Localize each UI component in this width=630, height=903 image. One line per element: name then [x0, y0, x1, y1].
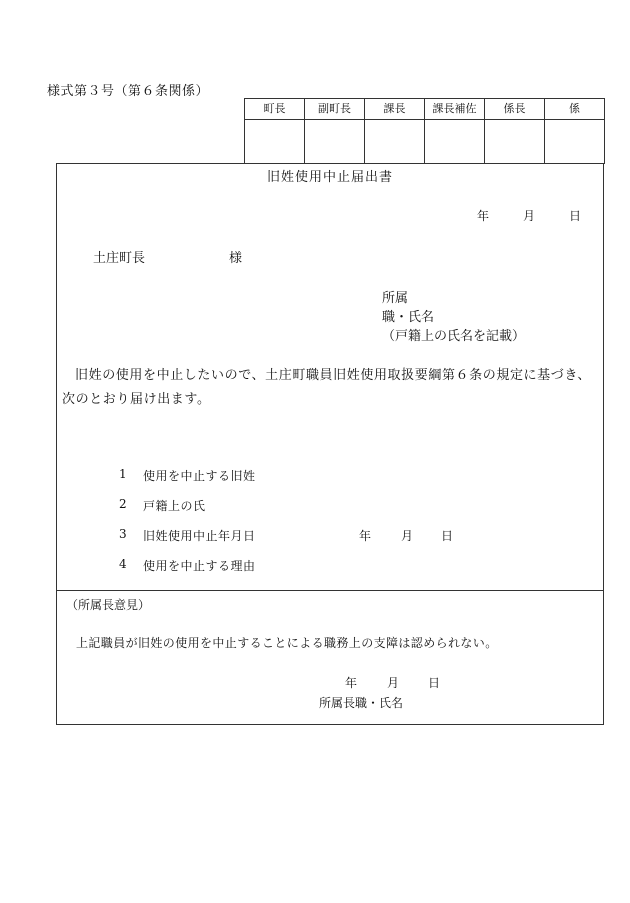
stamp-box-section-chief[interactable] [365, 120, 425, 164]
item-label: 旧姓使用中止年月日 [143, 529, 256, 543]
addressee-honorific: 様 [229, 251, 243, 266]
opinion-date-day-label: 日 [428, 676, 441, 690]
form-number: 様式第３号（第６条関係） [47, 84, 210, 99]
opinion-divider [56, 590, 604, 591]
approval-header-deputy-mayor: 副町長 [305, 99, 365, 120]
name-note: （戸籍上の氏名を記載） [382, 329, 526, 344]
approval-stamp-row [245, 120, 605, 164]
opinion-heading: （所属長意見） [66, 598, 151, 612]
approval-stamp-table [244, 98, 605, 164]
item-number: 3 [119, 527, 127, 541]
date-year-label: 年 [477, 209, 490, 223]
stop-date-year-label: 年 [359, 529, 372, 543]
opinion-date-month-label: 月 [387, 676, 400, 690]
opinion-signer-label: 所属長職・氏名 [319, 696, 404, 710]
stop-date-day-label: 日 [441, 529, 454, 543]
stop-date-month-label: 月 [401, 529, 414, 543]
item-number: 2 [119, 497, 127, 511]
stamp-box-staff[interactable] [545, 120, 605, 164]
stamp-box-subsection-chief[interactable] [485, 120, 545, 164]
approval-header-subsection-chief: 係長 [485, 99, 545, 120]
approval-header-section-chief: 課長 [365, 99, 425, 120]
position-name-label: 職・氏名 [382, 310, 435, 325]
approval-header-mayor: 町長 [245, 99, 305, 120]
affiliation-label: 所属 [382, 291, 409, 306]
date-day-label: 日 [569, 209, 582, 223]
stamp-box-assistant-chief[interactable] [425, 120, 485, 164]
form-title: 旧姓使用中止届出書 [266, 170, 393, 185]
item-label: 戸籍上の氏 [143, 499, 206, 513]
item-label: 使用を中止する旧姓 [143, 469, 256, 483]
opinion-text: 上記職員が旧姓の使用を中止することによる職務上の支障は認められない。 [76, 636, 498, 650]
item-label: 使用を中止する理由 [143, 559, 256, 573]
approval-header-row [245, 99, 605, 120]
notification-body: 旧姓の使用を中止したいので、土庄町職員旧姓使用取扱要綱第６条の規定に基づき、次のとおり届け出ます。 [62, 368, 592, 407]
date-month-label: 月 [523, 209, 536, 223]
stamp-box-mayor[interactable] [245, 120, 305, 164]
item-number: 1 [119, 467, 127, 481]
opinion-date-year-label: 年 [345, 676, 358, 690]
approval-header-staff: 係 [545, 99, 605, 120]
stamp-box-deputy-mayor[interactable] [305, 120, 365, 164]
item-number: 4 [119, 557, 127, 571]
addressee-name: 土庄町長 [93, 251, 146, 266]
approval-header-assistant-chief: 課長補佐 [425, 99, 485, 120]
